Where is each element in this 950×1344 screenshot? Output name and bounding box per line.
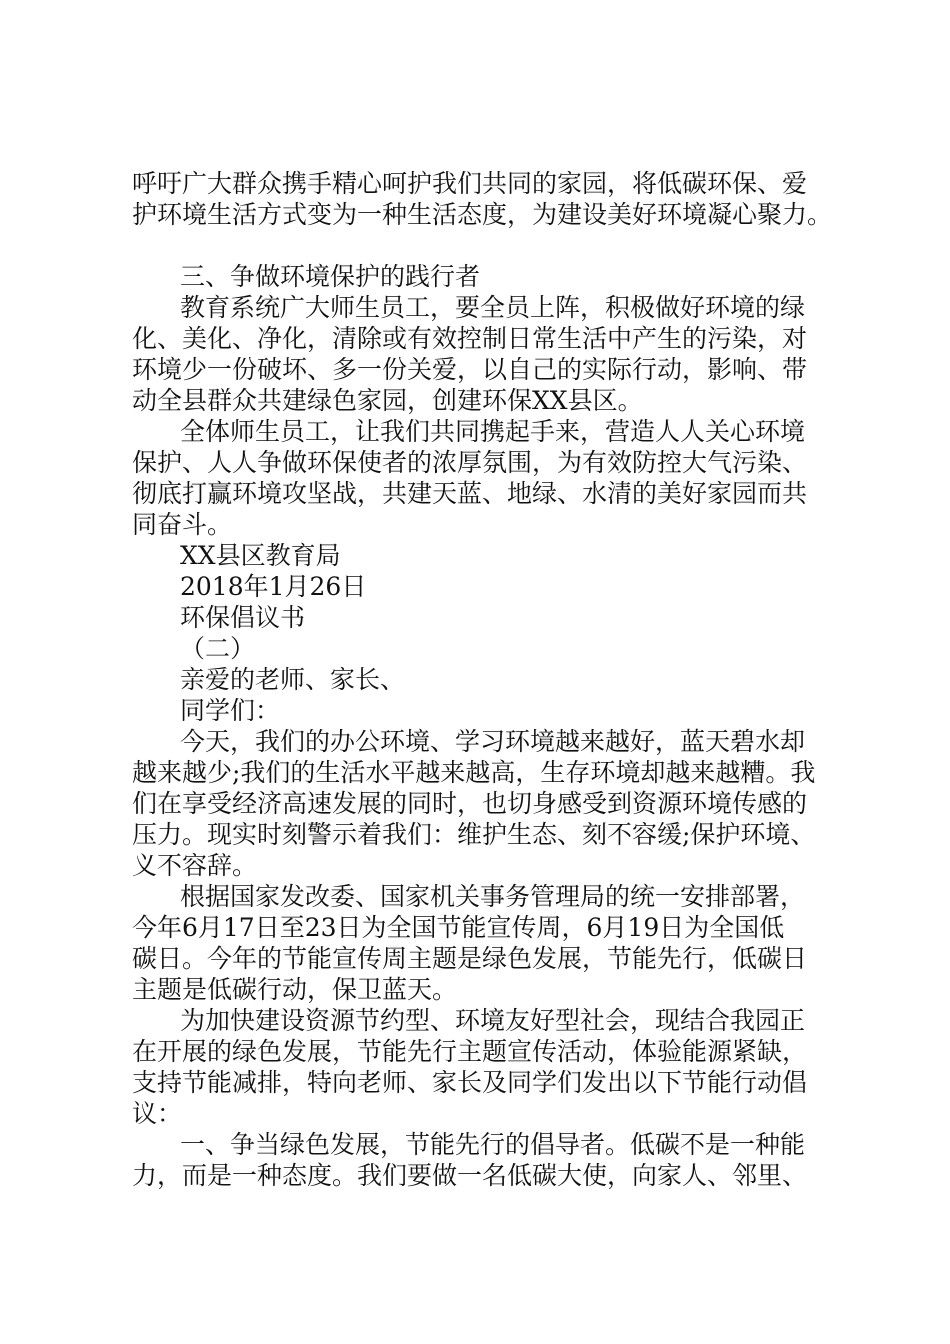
paragraph-line: 环境少一份破坏、多一份关爱，以自己的实际行动，影响、带 — [132, 355, 808, 384]
paragraph-line: 动全县群众共建绿色家园，创建环保XX县区。 — [132, 386, 643, 415]
paragraph-line: 一、争当绿色发展，节能先行的倡导者。低碳不是一种能 — [180, 1130, 806, 1159]
paragraph-line: 在开展的绿色发展，节能先行主题宣传活动，体验能源紧缺， — [132, 1037, 808, 1066]
section-heading: 三、争做环境保护的践行者 — [180, 262, 481, 291]
document-body — [132, 168, 832, 1191]
document-subtitle: （二） — [180, 634, 256, 663]
paragraph-line: 越来越少;我们的生活水平越来越高，生存环境却越来越糟。我 — [132, 758, 816, 787]
paragraph-line: 同奋斗。 — [132, 510, 233, 539]
paragraph-line: 全体师生员工，让我们共同携起手来，营造人人关心环境 — [180, 417, 806, 446]
signature-date: 2018年1月26日 — [180, 572, 367, 601]
paragraph-line: 化、美化、净化，清除或有效控制日常生活中产生的污染，对 — [132, 324, 808, 353]
paragraph-line: 彻底打赢环境攻坚战，共建天蓝、地绿、水清的美好家园而共 — [132, 479, 808, 508]
paragraph-line: 今天，我们的办公环境、学习环境越来越好，蓝天碧水却 — [180, 727, 806, 756]
paragraph-line: 保护、人人争做环保使者的浓厚氛围，为有效防控大气污染、 — [132, 448, 808, 477]
paragraph-line: 议： — [132, 1099, 183, 1128]
paragraph-line: 力，而是一种态度。我们要做一名低碳大使，向家人、邻里、 — [132, 1161, 808, 1190]
paragraph-line: 护环境生活方式变为一种生活态度，为建设美好环境凝心聚力。 — [132, 200, 833, 229]
paragraph-line: 压力。现实时刻警示着我们：维护生态、刻不容缓;保护环境、 — [132, 820, 816, 849]
salutation: 同学们： — [180, 696, 281, 725]
paragraph-line: 教育系统广大师生员工，要全员上阵，积极做好环境的绿 — [180, 293, 806, 322]
paragraph-line: 根据国家发改委、国家机关事务管理局的统一安排部署， — [180, 882, 806, 911]
paragraph-line: 主题是低碳行动，保卫蓝天。 — [132, 975, 458, 1004]
paragraph-line: 呼吁广大群众携手精心呵护我们共同的家园，将低碳环保、爱 — [132, 169, 808, 198]
salutation: 亲爱的老师、家长、 — [180, 665, 406, 694]
paragraph-line: 义不容辞。 — [132, 851, 258, 880]
blank-line — [132, 230, 832, 261]
paragraph-line: 们在享受经济高速发展的同时，也切身感受到资源环境传感的 — [132, 789, 808, 818]
document-title: 环保倡议书 — [180, 603, 306, 632]
paragraph-line: 碳日。今年的节能宣传周主题是绿色发展，节能先行，低碳日 — [132, 944, 808, 973]
paragraph-line: 支持节能减排，特向老师、家长及同学们发出以下节能行动倡 — [132, 1068, 808, 1097]
paragraph-line: 今年6月17日至23日为全国节能宣传周，6月19日为全国低 — [132, 913, 785, 942]
paragraph-line: 为加快建设资源节约型、环境友好型社会，现结合我园正 — [180, 1006, 806, 1035]
signature-org: XX县区教育局 — [180, 541, 341, 570]
